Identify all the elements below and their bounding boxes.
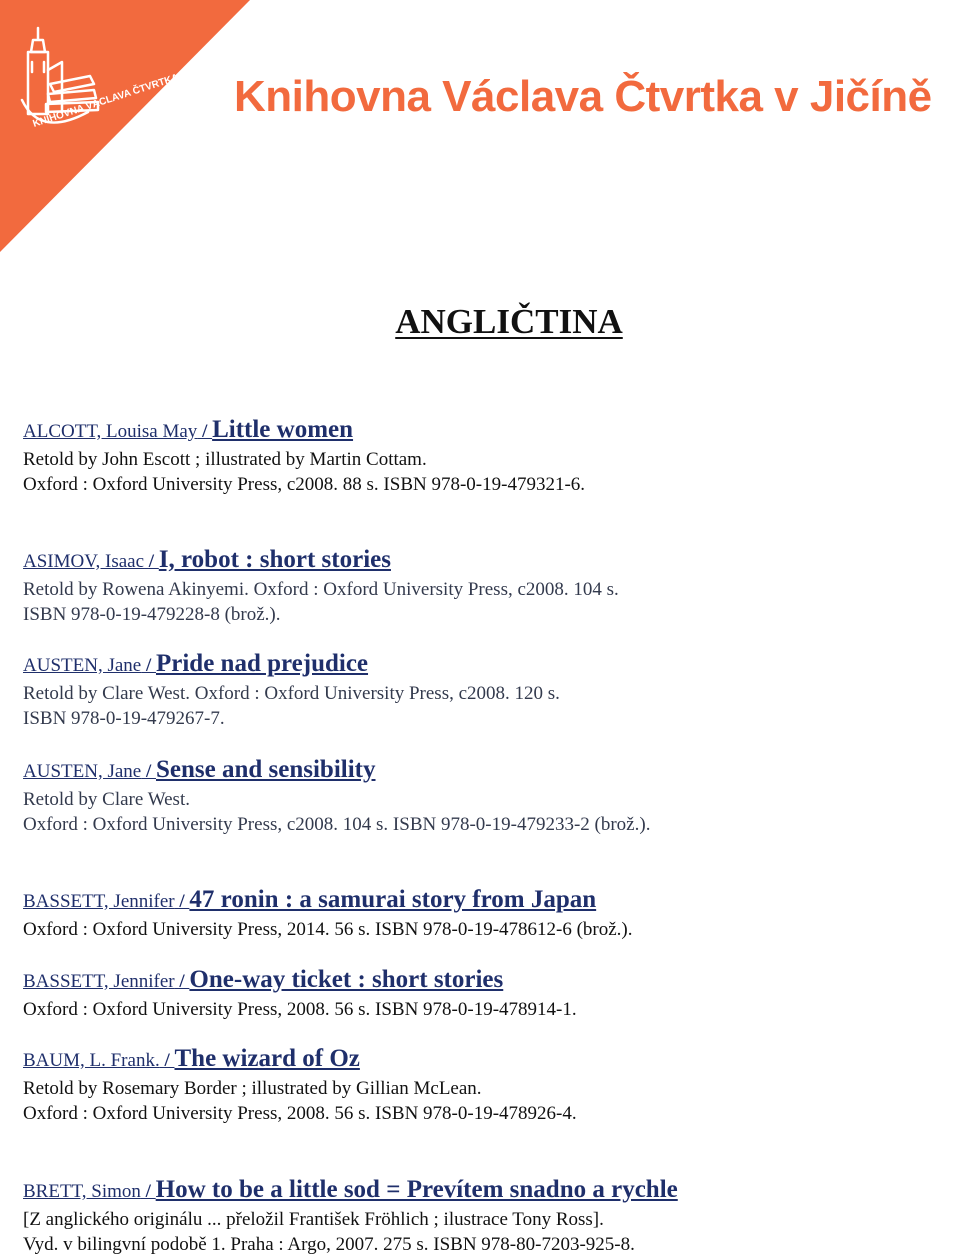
entry-line: Oxford : Oxford University Press, c2008. 104 s. ISBN 978-0-19-479233-2 (brož.). — [23, 814, 651, 835]
entry-author[interactable]: ALCOTT, Louisa May — [23, 421, 198, 442]
book-entry — [23, 546, 933, 627]
entry-line: Retold by Rowena Akinyemi. Oxford : Oxford University Press, c2008. 104 s. — [23, 579, 619, 600]
entry-title[interactable]: Pride nad prejudice — [155, 650, 369, 677]
book-entry — [23, 1176, 933, 1257]
book-entry — [23, 886, 933, 942]
entry-line: Vyd. v bilingvní podobě 1. Praha : Argo, 2007. 275 s. ISBN 978-80-7203-925-8. — [23, 1234, 635, 1255]
entry-line: Oxford : Oxford University Press, 2008. 56 s. ISBN 978-0-19-478914-1. — [23, 999, 577, 1020]
entry-title[interactable]: One-way ticket : short stories — [189, 966, 504, 993]
page-title: ANGLIČTINA — [395, 302, 623, 341]
entry-author[interactable]: BASSETT, Jennifer — [23, 971, 175, 992]
entry-line: Retold by Clare West. Oxford : Oxford University Press, c2008. 120 s. — [23, 683, 560, 704]
book-entry — [23, 416, 933, 497]
book-entry — [23, 1045, 933, 1126]
entry-author[interactable]: BASSETT, Jennifer — [23, 891, 175, 912]
book-entry — [23, 650, 933, 731]
entry-author[interactable]: BAUM, L. Frank. — [23, 1050, 160, 1071]
entry-line: Retold by John Escott ; illustrated by Martin Cottam. — [23, 449, 427, 470]
entry-author[interactable]: ASIMOV, Isaac — [23, 551, 145, 572]
entry-separator: / — [159, 1050, 175, 1071]
entry-title[interactable]: The wizard of Oz — [174, 1045, 360, 1072]
entry-title[interactable]: Sense and sensibility — [155, 756, 376, 783]
entry-title[interactable]: Little women — [212, 416, 354, 443]
book-entry — [23, 966, 933, 1022]
entry-title[interactable]: 47 ronin : a samurai story from Japan — [189, 886, 597, 913]
entry-author[interactable]: BRETT, Simon — [23, 1181, 141, 1202]
entry-title[interactable]: I, robot : short stories — [158, 546, 391, 573]
book-entry — [23, 756, 933, 837]
entry-line: ISBN 978-0-19-479228-8 (brož.). — [23, 604, 281, 625]
entry-title[interactable]: How to be a little sod = Prevítem snadno a rychle — [155, 1176, 678, 1203]
entry-line: [Z anglického originálu ... přeložil František Fröhlich ; ilustrace Tony Ross]. — [23, 1209, 604, 1230]
header-banner — [0, 0, 260, 260]
logo-caption: KNIHOVNA VÁCLAVA ČTVRTKA V JIČÍNĚ — [31, 58, 223, 130]
entry-line: ISBN 978-0-19-479267-7. — [23, 708, 225, 729]
entry-author[interactable]: AUSTEN, Jane — [23, 655, 142, 676]
entry-separator: / — [141, 761, 156, 782]
library-name: Knihovna Václava Čtvrtka v Jičíně — [234, 72, 932, 121]
entry-separator: / — [174, 971, 190, 992]
entry-separator: / — [144, 551, 159, 572]
entry-line: Retold by Clare West. — [23, 789, 190, 810]
entry-separator: / — [141, 655, 156, 676]
entry-line: Oxford : Oxford University Press, 2008. 56 s. ISBN 978-0-19-478926-4. — [23, 1103, 577, 1124]
entry-line: Oxford : Oxford University Press, 2014. 56 s. ISBN 978-0-19-478612-6 (brož.). — [23, 919, 633, 940]
entry-separator: / — [174, 891, 190, 912]
entry-line: Retold by Rosemary Border ; illustrated by Gillian McLean. — [23, 1078, 482, 1099]
entry-author[interactable]: AUSTEN, Jane — [23, 761, 142, 782]
entry-separator: / — [140, 1181, 156, 1202]
entry-line: Oxford : Oxford University Press, c2008. 88 s. ISBN 978-0-19-479321-6. — [23, 474, 586, 495]
entry-separator: / — [197, 421, 213, 442]
